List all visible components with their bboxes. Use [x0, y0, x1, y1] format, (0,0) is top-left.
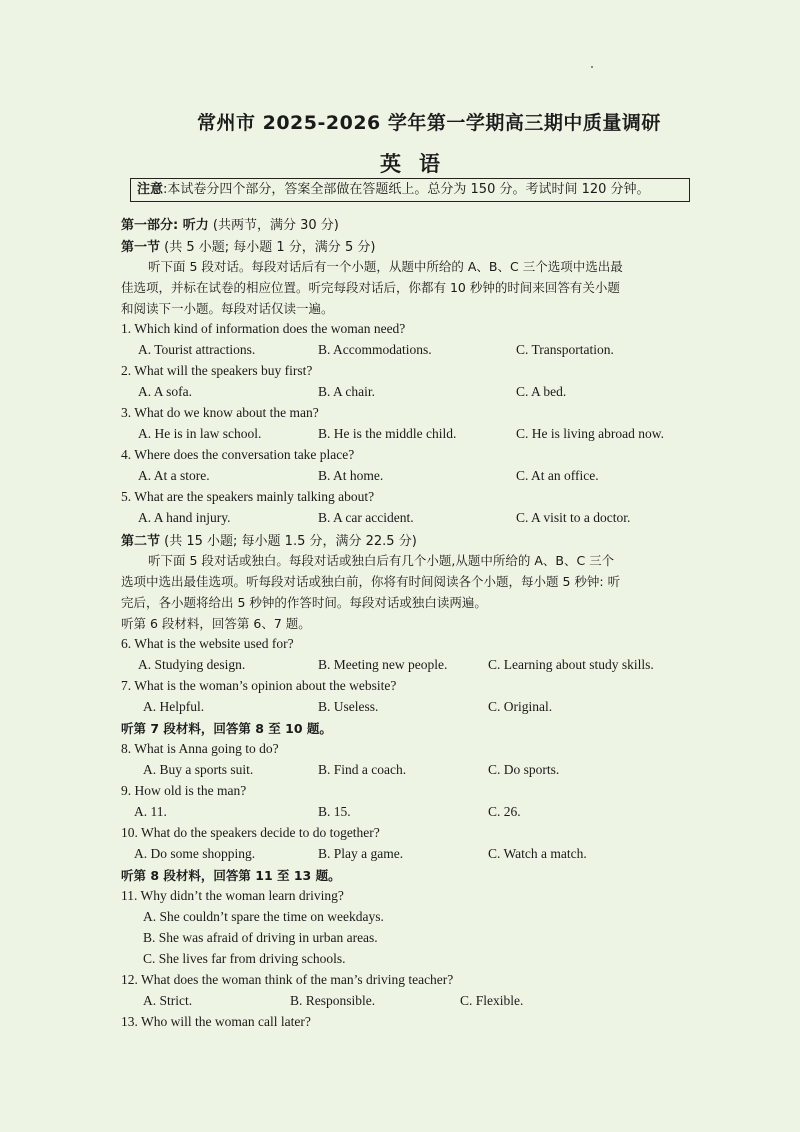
- part1-heading-note: (共两节，满分 30 分): [212, 218, 339, 233]
- option-c: C. Learning about study skills.: [488, 657, 654, 672]
- notice-label: 注意: [137, 182, 164, 197]
- section2-heading-row: [121, 530, 417, 549]
- option-b: B. Find a coach.: [318, 762, 407, 777]
- section2-heading-note: (共 15 小题; 每小题 1.5 分，满分 22.5 分): [164, 534, 417, 549]
- option-b: B. Accommodations.: [318, 342, 432, 357]
- section1-heading-note: (共 5 小题; 每小题 1 分，满分 5 分): [164, 240, 376, 255]
- option-a: A. Buy a sports suit.: [143, 762, 254, 777]
- question-stem: 7. What is the woman’s opinion about the website?: [121, 678, 397, 693]
- option-c: C. She lives far from driving schools.: [143, 951, 346, 966]
- section2-instruction-line: 选项中选出最佳选项。听每段对话或独白前，你将有时间阅读各个小题，每小题 5 秒钟: 听: [121, 574, 621, 589]
- option-a: A. A sofa.: [138, 384, 192, 399]
- part1-heading: 第一部分: 听力: [121, 218, 209, 233]
- material-6-note: 听第 6 段材料，回答第 6、7 题。: [121, 616, 311, 631]
- question-stem: 8. What is Anna going to do?: [121, 741, 279, 756]
- section1-heading: 第一节: [121, 240, 161, 255]
- question-stem: 6. What is the website used for?: [121, 636, 294, 651]
- option-c: C. 26.: [488, 804, 521, 819]
- option-a: A. Studying design.: [138, 657, 246, 672]
- option-c: C. Transportation.: [516, 342, 614, 357]
- question-stem: 10. What do the speakers decide to do together?: [121, 825, 380, 840]
- option-a: A. 11.: [134, 804, 167, 819]
- option-b: B. 15.: [318, 804, 351, 819]
- option-c: C. A bed.: [516, 384, 567, 399]
- exam-title: 常州市 2025-2026 学年第一学期高三期中质量调研: [197, 112, 661, 134]
- notice-text: :本试卷分四个部分，答案全部做在答题纸上。总分为 150 分。考试时间 120 分钟。: [163, 182, 650, 197]
- subject-title: 英语: [380, 152, 458, 176]
- section1-instruction-line: 和阅读下一小题。每段对话仅读一遍。: [121, 301, 334, 316]
- question-stem: 4. Where does the conversation take place?: [121, 447, 355, 462]
- question-stem: 1. Which kind of information does the woman need?: [121, 321, 406, 336]
- section1-heading-row: [121, 236, 375, 255]
- option-c: C. He is living abroad now.: [516, 426, 664, 441]
- question-stem: 11. Why didn’t the woman learn driving?: [121, 888, 344, 903]
- option-c: C. Original.: [488, 699, 553, 714]
- option-a: A. He is in law school.: [138, 426, 262, 441]
- question-stem: 9. How old is the man?: [121, 783, 247, 798]
- exam-notice: [130, 178, 690, 202]
- option-c: C. Watch a match.: [488, 846, 587, 861]
- material-7-note: 听第 7 段材料，回答第 8 至 10 题。: [121, 721, 332, 736]
- question-stem: 5. What are the speakers mainly talking about?: [121, 489, 375, 504]
- section2-heading: 第二节: [121, 534, 161, 549]
- option-b: B. Meeting new people.: [318, 657, 448, 672]
- option-a: A. Do some shopping.: [134, 846, 256, 861]
- question-stem: 12. What does the woman think of the man’s driving teacher?: [121, 972, 454, 987]
- option-a: A. Helpful.: [143, 699, 205, 714]
- option-b: B. Useless.: [318, 699, 379, 714]
- part1-heading-row: [121, 214, 339, 233]
- question-stem: 13. Who will the woman call later?: [121, 1014, 311, 1029]
- option-b: B. A chair.: [318, 384, 375, 399]
- question-stem: 2. What will the speakers buy first?: [121, 363, 313, 378]
- option-a: A. Strict.: [143, 993, 193, 1008]
- option-a: A. Tourist attractions.: [138, 342, 256, 357]
- question-stem: 3. What do we know about the man?: [121, 405, 319, 420]
- option-c: C. Do sports.: [488, 762, 560, 777]
- option-b: B. Responsible.: [290, 993, 376, 1008]
- option-b: B. Play a game.: [318, 846, 404, 861]
- option-b: B. She was afraid of driving in urban areas.: [143, 930, 378, 945]
- material-8-note: 听第 8 段材料，回答第 11 至 13 题。: [121, 868, 341, 883]
- section1-instruction-line: 佳选项，并标在试卷的相应位置。听完每段对话后，你都有 10 秒钟的时间来回答有关小题: [121, 280, 620, 295]
- scan-speck: [591, 66, 593, 68]
- section2-instruction-line: 完后，各小题将给出 5 秒钟的作答时间。每段对话或独白读两遍。: [121, 595, 487, 610]
- option-b: B. He is the middle child.: [318, 426, 457, 441]
- section1-instruction-line: 听下面 5 段对话。每段对话后有一个小题，从题中所给的 A、B、C 三个选项中选出最: [148, 259, 623, 274]
- option-b: B. A car accident.: [318, 510, 414, 525]
- option-a: A. She couldn’t spare the time on weekdays.: [143, 909, 384, 924]
- option-c: C. At an office.: [516, 468, 599, 483]
- option-a: A. A hand injury.: [138, 510, 231, 525]
- option-c: C. A visit to a doctor.: [516, 510, 631, 525]
- option-a: A. At a store.: [138, 468, 210, 483]
- section2-instruction-line: 听下面 5 段对话或独白。每段对话或独白后有几个小题,从题中所给的 A、B、C 三个: [148, 553, 615, 568]
- option-c: C. Flexible.: [460, 993, 524, 1008]
- option-b: B. At home.: [318, 468, 384, 483]
